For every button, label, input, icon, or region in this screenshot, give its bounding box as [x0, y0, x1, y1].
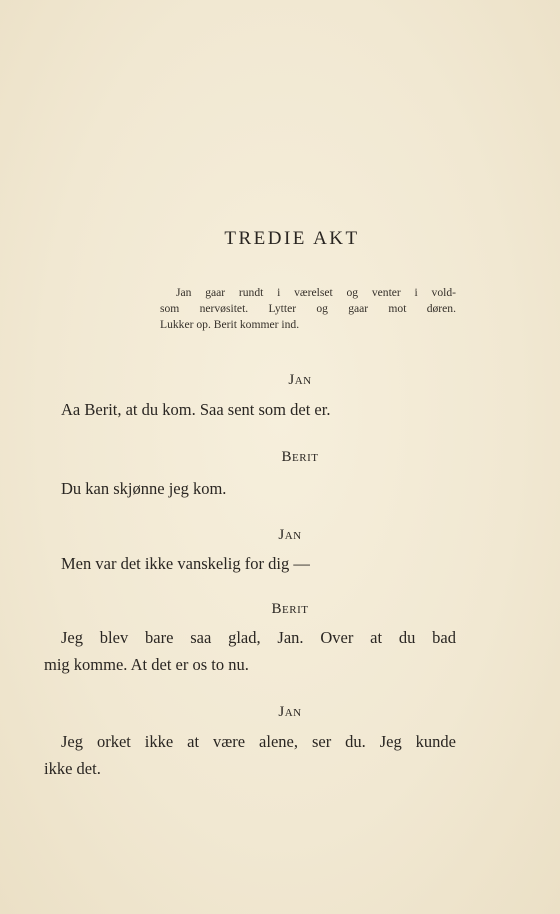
speech — [44, 396, 456, 423]
act-title: TREDIE AKT — [224, 228, 360, 249]
speaker-name: Jan — [278, 704, 302, 720]
speech-line: Jeg orket ikke at være alene, ser du. Jeg kunde — [61, 732, 456, 751]
speech-line: mig komme. At det er os to nu. — [44, 655, 249, 674]
speaker-name: Jan — [288, 372, 312, 388]
speech — [44, 624, 456, 678]
speaker-name: Berit — [271, 601, 309, 617]
speech-line: Jeg blev bare saa glad, Jan. Over at du bad — [61, 628, 456, 647]
speech — [44, 728, 456, 782]
speech-line: ikke det. — [44, 759, 101, 778]
speech-line: Men var det ikke vanskelig for dig — — [61, 554, 310, 573]
speech-line: Du kan skjønne jeg kom. — [61, 479, 227, 498]
stage-direction-line: Jan gaar rundt i værelset og venter i vold- — [176, 286, 456, 299]
stage-direction — [160, 285, 456, 333]
speech — [44, 550, 456, 577]
speaker-name: Jan — [278, 527, 302, 543]
speech — [44, 475, 456, 502]
speaker-name: Berit — [281, 449, 319, 465]
stage-direction-line: som nervøsitet. Lytter og gaar mot døren. — [160, 302, 456, 315]
stage-direction-line: Lukker op. Berit kommer ind. — [160, 318, 300, 331]
speech-line: Aa Berit, at du kom. Saa sent som det er. — [61, 400, 331, 419]
